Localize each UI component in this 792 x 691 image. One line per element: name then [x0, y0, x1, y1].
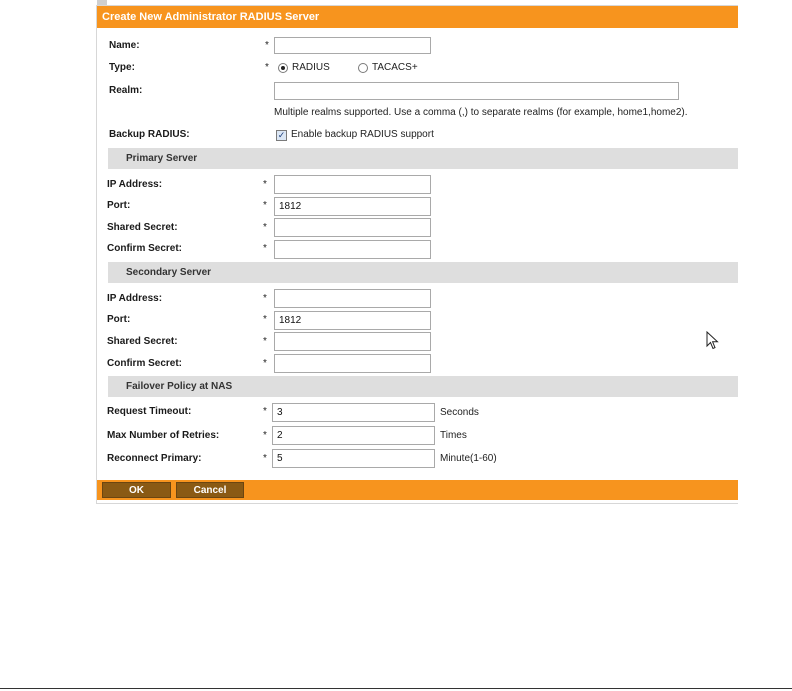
realm-label: Realm:	[109, 85, 143, 96]
secondary-secret-label: Shared Secret:	[107, 336, 178, 347]
ok-button[interactable]: OK	[102, 482, 171, 498]
name-label: Name:	[109, 40, 140, 51]
required-mark: *	[263, 222, 267, 233]
primary-confirm-label: Confirm Secret:	[107, 243, 183, 254]
required-mark: *	[265, 40, 269, 51]
retries-label: Max Number of Retries:	[107, 430, 220, 441]
primary-port-label: Port:	[107, 200, 131, 211]
timeout-label: Request Timeout:	[107, 406, 192, 417]
type-tacacs-radio[interactable]	[358, 63, 368, 73]
primary-server-section	[108, 148, 738, 169]
backup-label: Backup RADIUS:	[109, 129, 190, 140]
required-mark: *	[263, 336, 267, 347]
type-tacacs-label: TACACS+	[372, 62, 418, 73]
mouse-cursor-icon	[706, 331, 720, 351]
required-mark: *	[263, 358, 267, 369]
reconnect-unit: Minute(1-60)	[440, 453, 497, 464]
primary-ip-label: IP Address:	[107, 179, 163, 190]
required-mark: *	[263, 430, 267, 441]
realm-input[interactable]	[274, 82, 679, 100]
secondary-confirm-input[interactable]	[274, 354, 431, 373]
retries-input[interactable]: 2	[272, 426, 435, 445]
secondary-secret-input[interactable]	[274, 332, 431, 351]
timeout-unit: Seconds	[440, 407, 479, 418]
primary-secret-input[interactable]	[274, 218, 431, 237]
dialog-footer	[97, 480, 738, 500]
radius-server-dialog	[96, 5, 738, 504]
type-label: Type:	[109, 62, 135, 73]
secondary-confirm-label: Confirm Secret:	[107, 358, 183, 369]
page-bottom-rule	[0, 688, 792, 689]
name-input[interactable]	[274, 37, 431, 54]
dialog-title: Create New Administrator RADIUS Server	[97, 6, 738, 28]
type-radius-label: RADIUS	[292, 62, 330, 73]
retries-unit: Times	[440, 430, 467, 441]
secondary-server-section	[108, 262, 738, 283]
backup-checkbox[interactable]: ✓	[277, 130, 286, 140]
required-mark: *	[265, 62, 269, 73]
primary-port-input[interactable]: 1812	[274, 197, 431, 216]
reconnect-input[interactable]: 5	[272, 449, 435, 468]
primary-ip-input[interactable]	[274, 175, 431, 194]
primary-confirm-input[interactable]	[274, 240, 431, 259]
type-radius-radio[interactable]	[278, 63, 288, 73]
failover-policy-heading: Failover Policy at NAS	[126, 381, 233, 392]
secondary-port-label: Port:	[107, 314, 131, 325]
required-mark: *	[263, 200, 267, 211]
realm-hint: Multiple realms supported. Use a comma (,) to separate realms (for example, home1,home2).	[274, 107, 688, 118]
secondary-port-input[interactable]: 1812	[274, 311, 431, 330]
primary-server-heading: Primary Server	[126, 153, 198, 164]
required-mark: *	[263, 179, 267, 190]
reconnect-label: Reconnect Primary:	[107, 453, 202, 464]
required-mark: *	[263, 406, 267, 417]
secondary-ip-label: IP Address:	[107, 293, 163, 304]
cancel-button[interactable]: Cancel	[176, 482, 244, 498]
secondary-server-heading: Secondary Server	[126, 267, 212, 278]
backup-checkbox-label: Enable backup RADIUS support	[291, 129, 434, 140]
required-mark: *	[263, 314, 267, 325]
failover-policy-section	[108, 376, 738, 397]
timeout-input[interactable]: 3	[272, 403, 435, 422]
required-mark: *	[263, 453, 267, 464]
primary-secret-label: Shared Secret:	[107, 222, 178, 233]
secondary-ip-input[interactable]	[274, 289, 431, 308]
required-mark: *	[263, 243, 267, 254]
required-mark: *	[263, 293, 267, 304]
